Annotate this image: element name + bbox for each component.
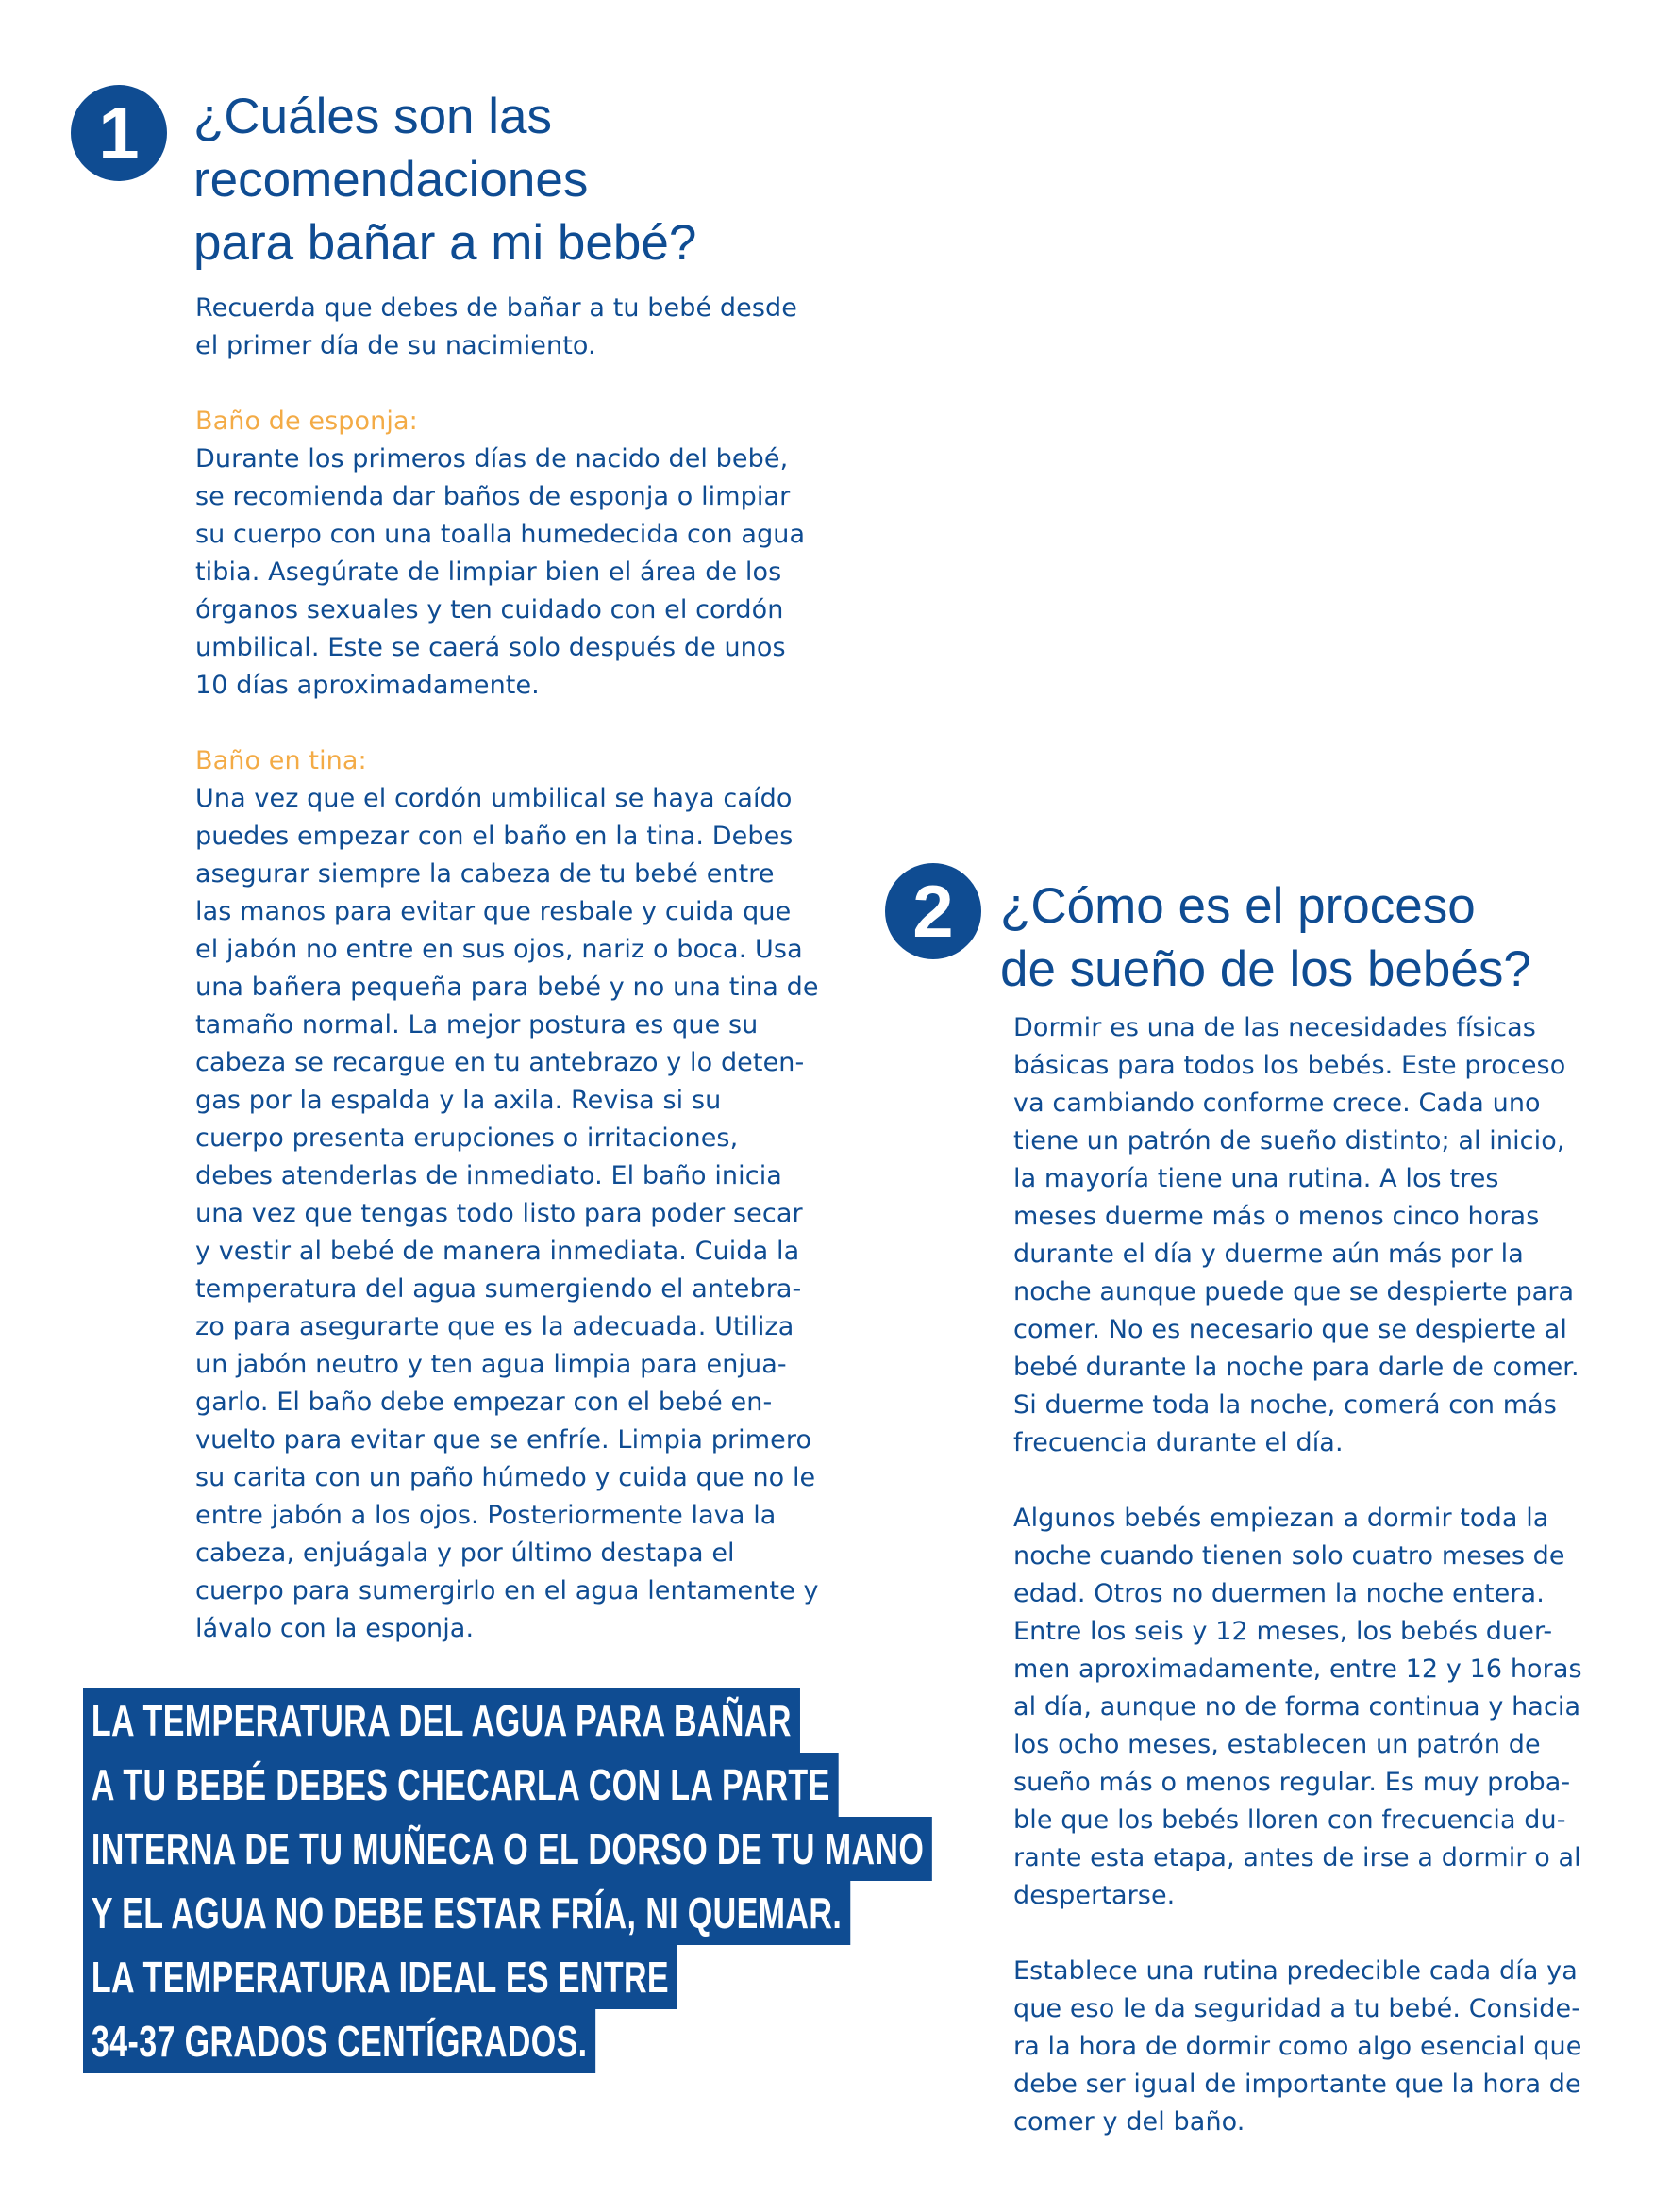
text-line: tibia. Asegúrate de limpiar bien el área de los	[195, 557, 782, 587]
text-line: edad. Otros no duermen la noche entera.	[1013, 1579, 1545, 1608]
text-line: Una vez que el cordón umbilical se haya caído	[195, 784, 793, 813]
text-line: despertarse.	[1013, 1881, 1176, 1910]
callout-line: 34-37 GRADOS CENTÍGRADOS.	[83, 2009, 595, 2073]
text-line: zo para asegurarte que es la adecuada. Utiliza	[195, 1312, 794, 1341]
text-line: y vestir al bebé de manera inmediata. Cuida la	[195, 1237, 800, 1266]
callout-line: INTERNA DE TU MUÑECA O EL DORSO DE TU MANO	[83, 1817, 932, 1881]
text-line: umbilical. Este se caerá solo después de unos	[195, 633, 786, 662]
text-line: bebé durante la noche para darle de comer.	[1013, 1353, 1579, 1382]
text-line: vuelto para evitar que se enfríe. Limpia primero	[195, 1425, 812, 1455]
section-2-title	[1000, 874, 1531, 1001]
text-line: rante esta etapa, antes de irse a dormir o al	[1013, 1843, 1581, 1872]
text-line: tamaño normal. La mejor postura es que su	[195, 1010, 759, 1039]
text-line: entre jabón a los ojos. Posteriormente lava la	[195, 1501, 777, 1530]
text-line: cabeza, enjuágala y por último destapa el	[195, 1538, 735, 1568]
text-line: el primer día de su nacimiento.	[195, 331, 596, 360]
text-line: ra la hora de dormir como algo esencial que	[1013, 2032, 1582, 2061]
section-1-title	[193, 85, 696, 274]
text-line: las manos para evitar que resbale y cuida que	[195, 897, 792, 926]
text-line: ble que los bebés lloren con frecuencia du-	[1013, 1805, 1566, 1835]
text-line: debes atenderlas de inmediato. El baño inicia	[195, 1161, 782, 1190]
section-2-body	[1013, 1009, 1646, 2141]
text-line: Algunos bebés empiezan a dormir toda la	[1013, 1504, 1549, 1533]
text-line: garlo. El baño debe empezar con el bebé en-	[195, 1388, 773, 1417]
text-line: meses duerme más o menos cinco horas	[1013, 1202, 1540, 1231]
callout-line: A TU BEBÉ DEBES CHECARLA CON LA PARTE	[83, 1753, 839, 1817]
text-line: órganos sexuales y ten cuidado con el cordón	[195, 595, 784, 624]
section-1-body	[195, 290, 837, 1648]
callout-line: LA TEMPERATURA DEL AGUA PARA BAÑAR	[83, 1688, 800, 1753]
text-line: va cambiando conforme crece. Cada uno	[1013, 1089, 1541, 1118]
text-line: asegurar siempre la cabeza de tu bebé entre	[195, 859, 775, 889]
text-line: el jabón no entre en sus ojos, nariz o boca. Usa	[195, 935, 803, 964]
text-line: tiene un patrón de sueño distinto; al inicio,	[1013, 1126, 1565, 1156]
text-line: se recomienda dar baños de esponja o limpiar	[195, 482, 791, 511]
text-line: al día, aunque no de forma continua y hacia	[1013, 1692, 1581, 1721]
text-line: debe ser igual de importante que la hora de	[1013, 2070, 1581, 2099]
text-line: lávalo con la esponja.	[195, 1614, 475, 1643]
text-line: cuerpo presenta erupciones o irritaciones,	[195, 1123, 739, 1153]
text-line: 10 días aproximadamente.	[195, 671, 540, 700]
section-2-title-line: ¿Cómo es el proceso	[1000, 878, 1476, 934]
tub-bath-heading: Baño en tina:	[195, 746, 367, 775]
tub-bath-paragraph	[195, 742, 837, 1648]
sleep-paragraph-1	[1013, 1009, 1646, 1462]
text-line: los ocho meses, establecen un patrón de	[1013, 1730, 1541, 1759]
text-line: comer. No es necesario que se despierte al	[1013, 1315, 1568, 1344]
section-1-title-line: ¿Cuáles son las	[193, 89, 553, 144]
text-line: un jabón neutro y ten agua limpia para enjua-	[195, 1350, 787, 1379]
text-line: una bañera pequeña para bebé y no una tina de	[195, 973, 819, 1002]
section-1-title-line: recomendaciones	[193, 152, 589, 208]
text-line: cabeza se recargue en tu antebrazo y lo deten-	[195, 1048, 805, 1077]
text-line: una vez que tengas todo listo para poder secar	[195, 1199, 803, 1228]
text-line: men aproximadamente, entre 12 y 16 horas	[1013, 1655, 1582, 1684]
text-line: Establece una rutina predecible cada día ya	[1013, 1956, 1578, 1986]
text-line: temperatura del agua sumergiendo el antebra-	[195, 1274, 802, 1304]
section-1-number-badge: 1	[71, 85, 167, 181]
text-line: Dormir es una de las necesidades físicas	[1013, 1013, 1536, 1042]
section-2-number-badge: 2	[885, 863, 981, 959]
text-line: durante el día y duerme aún más por la	[1013, 1239, 1524, 1269]
text-line: sueño más o menos regular. Es muy proba-	[1013, 1768, 1571, 1797]
text-line: Entre los seis y 12 meses, los bebés duer-	[1013, 1617, 1553, 1646]
text-line: su carita con un paño húmedo y cuida que no le	[195, 1463, 816, 1492]
callout-line: LA TEMPERATURA IDEAL ES ENTRE	[83, 1945, 677, 2009]
text-line: su cuerpo con una toalla humedecida con agua	[195, 520, 806, 549]
text-line: Recuerda que debes de bañar a tu bebé desde	[195, 293, 797, 323]
text-line: noche cuando tienen solo cuatro meses de	[1013, 1541, 1565, 1571]
section-1-title-line: para bañar a mi bebé?	[193, 215, 697, 271]
callout-line: Y EL AGUA NO DEBE ESTAR FRÍA, NI QUEMAR.	[83, 1881, 850, 1945]
sponge-bath-paragraph	[195, 403, 837, 705]
sponge-bath-heading: Baño de esponja:	[195, 407, 418, 436]
text-line: que eso le da seguridad a tu bebé. Conside-	[1013, 1994, 1581, 2023]
text-line: Si duerme toda la noche, comerá con más	[1013, 1390, 1557, 1420]
text-line: básicas para todos los bebés. Este proceso	[1013, 1051, 1566, 1080]
section-1-intro	[195, 290, 837, 365]
text-line: gas por la espalda y la axila. Revisa si su	[195, 1086, 722, 1115]
section-2-title-line: de sueño de los bebés?	[1000, 941, 1531, 997]
text-line: cuerpo para sumergirlo en el agua lentamente y	[195, 1576, 819, 1605]
sleep-paragraph-3	[1013, 1953, 1646, 2141]
sleep-paragraph-2	[1013, 1500, 1646, 1915]
text-line: comer y del baño.	[1013, 2107, 1245, 2137]
text-line: puedes empezar con el baño en la tina. Debes	[195, 822, 794, 851]
text-line: Durante los primeros días de nacido del bebé,	[195, 444, 789, 474]
text-line: frecuencia durante el día.	[1013, 1428, 1344, 1457]
text-line: la mayoría tiene una rutina. A los tres	[1013, 1164, 1499, 1193]
text-line: noche aunque puede que se despierte para	[1013, 1277, 1575, 1306]
